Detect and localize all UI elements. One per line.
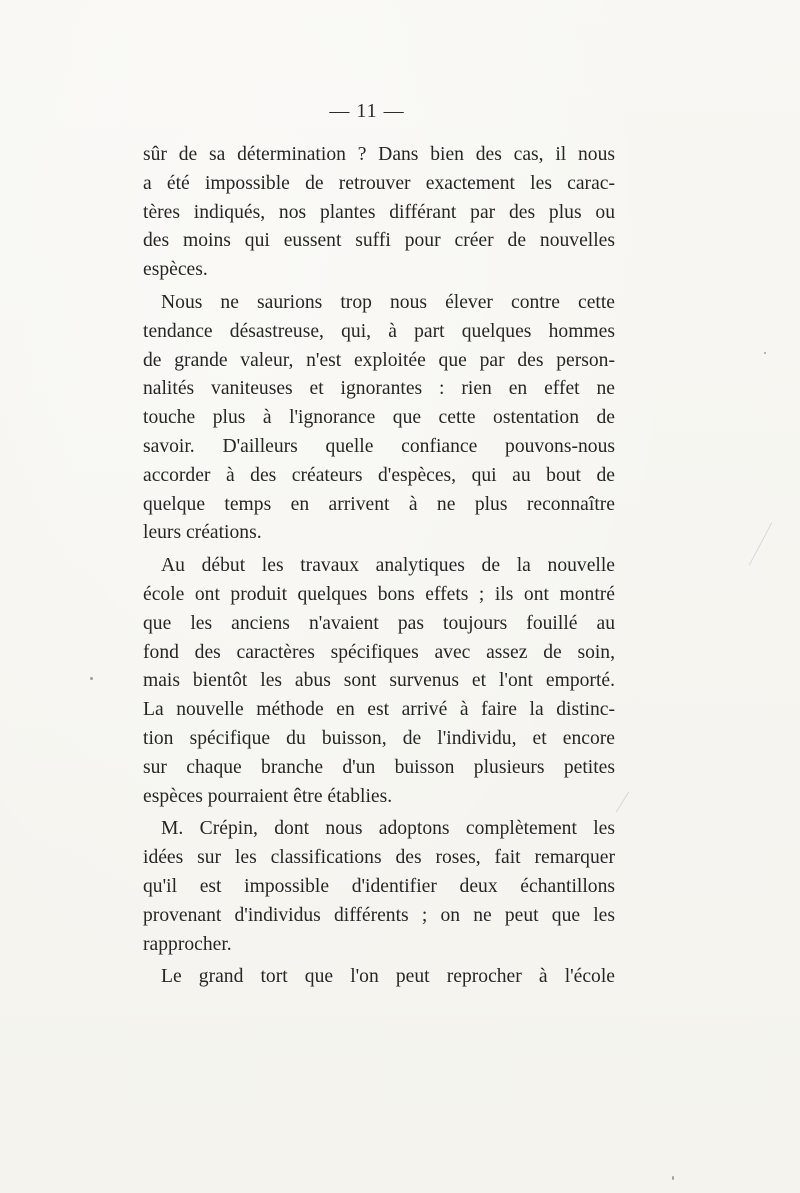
paragraph-1 (143, 141, 615, 285)
text-line: sur chaque branche d'un buisson plusieurs petites (143, 756, 615, 778)
paragraph-5 (143, 963, 615, 992)
text-line: tion spécifique du buisson, de l'individu, et encore (143, 727, 615, 749)
text-line: espèces pourraient être établies. (143, 785, 393, 807)
text-line: accorder à des créateurs d'espèces, qui au bout de (143, 464, 615, 486)
text-line: de grande valeur, n'est exploitée que par des person- (143, 349, 615, 371)
text-line: école ont produit quelques bons effets ; ils ont montré (143, 583, 615, 605)
body-text (143, 141, 615, 996)
paragraph-3 (143, 552, 615, 811)
scan-speck (90, 677, 93, 680)
text-line: tendance désastreuse, qui, à part quelques hommes (143, 320, 615, 342)
text-line: quelque temps en arrivent à ne plus reconnaître (143, 493, 615, 515)
text-line: des moins qui eussent suffi pour créer de nouvelles (143, 230, 615, 252)
text-line: leurs créations. (143, 522, 262, 544)
scan-speck (764, 352, 766, 354)
text-line: Au début les travaux analytiques de la nouvelle (161, 555, 615, 577)
text-line: qu'il est impossible d'identifier deux échantillons (143, 875, 615, 897)
scan-speck (672, 1176, 674, 1180)
text-line: rapprocher. (143, 933, 232, 955)
scan-hairline (616, 792, 630, 813)
text-line: que les anciens n'avaient pas toujours fouillé au (143, 612, 615, 634)
text-line: La nouvelle méthode en est arrivé à faire la distinc- (143, 699, 615, 721)
text-line: idées sur les classifications des roses, fait remarquer (143, 847, 615, 869)
text-line: a été impossible de retrouver exactement les carac- (143, 172, 615, 194)
page-number: — 11 — (329, 100, 405, 122)
paragraph-4 (143, 815, 615, 959)
text-line: M. Crépin, dont nous adoptons complètement les (161, 818, 615, 840)
text-line: fond des caractères spécifiques avec assez de soin, (143, 641, 615, 663)
text-line: Le grand tort que l'on peut reprocher à l'école (161, 966, 615, 988)
paragraph-2 (143, 289, 615, 548)
text-line: touche plus à l'ignorance que cette ostentation de (143, 407, 615, 429)
scan-hairline (749, 523, 772, 566)
text-line: espèces. (143, 259, 208, 281)
text-line: savoir. D'ailleurs quelle confiance pouvons-nous (143, 435, 615, 457)
text-line: tères indiqués, nos plantes différant par des plus ou (143, 201, 615, 223)
text-line: sûr de sa détermination ? Dans bien des cas, il nous (143, 144, 615, 165)
text-line: Nous ne saurions trop nous élever contre cette (161, 291, 615, 313)
text-line: provenant d'individus différents ; on ne peut que les (143, 904, 615, 926)
text-line: mais bientôt les abus sont survenus et l'ont emporté. (143, 670, 615, 692)
text-line: nalités vaniteuses et ignorantes : rien en effet ne (143, 378, 615, 400)
